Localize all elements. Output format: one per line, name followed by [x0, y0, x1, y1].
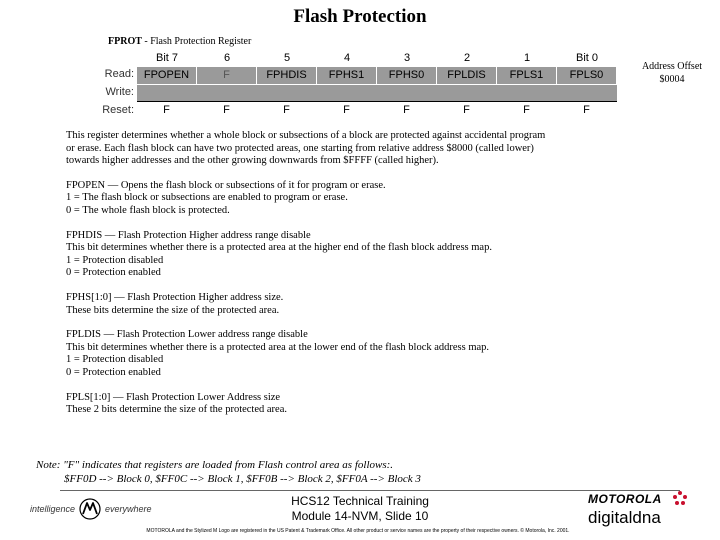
register-reset-cell: F: [197, 102, 257, 119]
register-read-row: [137, 67, 617, 84]
register-reset-row: [137, 102, 617, 119]
text-line: These 2 bits determine the size of the protected area.: [66, 404, 287, 416]
text-line: This register determines whether a whole block or subsections of a block are protected against accidental program: [66, 130, 546, 141]
register-read-cell: FPHDIS: [257, 67, 317, 84]
fphdis-paragraph: [66, 230, 626, 280]
text-line: FPOPEN — Opens the flash block or subsections of it for program or erase.: [66, 179, 386, 191]
register-read-cell: FPLDIS: [437, 67, 497, 84]
register-read-cell: FPLS0: [557, 67, 617, 84]
digitaldna-wordmark: [588, 508, 662, 528]
register-read-cell: FPHS0: [377, 67, 437, 84]
text-line: FPLDIS — Flash Protection Lower address range disable: [66, 329, 308, 341]
reset-row-label: Reset:: [102, 104, 134, 116]
dna-word: dna: [632, 508, 661, 527]
intelligence-everywhere-logo: [30, 498, 152, 520]
bit-header: 4: [343, 52, 351, 64]
course-title: HCS12 Technical Training: [291, 494, 429, 508]
register-read-cell: FPHS1: [317, 67, 377, 84]
text-line: 0 = Protection enabled: [66, 366, 161, 378]
bit-header: 3: [403, 52, 411, 64]
note-line: $FF0D --> Block 0, $FF0C --> Block 1, $FF0B --> Block 2, $FF0A --> Block 3: [64, 473, 421, 485]
bit-header: 2: [463, 52, 471, 64]
slide-info: [250, 494, 470, 524]
text-line: This bit determines whether there is a protected area at the lower end of the flash block address map.: [66, 341, 490, 353]
register-caption-text: - Flash Protection Register: [141, 36, 252, 47]
bit-header: 1: [523, 52, 531, 64]
register-reset-cell: F: [137, 102, 197, 119]
tagline-right: everywhere: [105, 504, 152, 514]
bit-header: Bit 7: [155, 52, 178, 64]
motorola-digitaldna-logo: [588, 492, 662, 528]
footer-divider: [60, 490, 680, 491]
address-offset: [630, 60, 714, 86]
register-reset-cell: F: [497, 102, 557, 119]
read-row-label: Read:: [104, 68, 134, 80]
fphs-paragraph: [66, 292, 626, 317]
text-line: FPLS[1:0] — Flash Protection Lower Address size: [66, 391, 281, 403]
register-write-row: [137, 85, 617, 101]
motorola-m-icon: [79, 498, 101, 520]
register-read-cell: FPLS1: [497, 67, 557, 84]
register-reset-cell: F: [317, 102, 377, 119]
register-name: FPROT: [108, 36, 142, 47]
fpls-paragraph: [66, 392, 626, 417]
register-reset-cell: F: [377, 102, 437, 119]
register-reset-cell: F: [437, 102, 497, 119]
text-line: FPHDIS — Flash Protection Higher address range disable: [66, 229, 311, 241]
register-read-cell: FPOPEN: [137, 67, 197, 84]
bit-header: 5: [283, 52, 291, 64]
digital-word: digital: [588, 508, 633, 527]
note: [36, 458, 421, 486]
register-reset-cell: F: [257, 102, 317, 119]
address-offset-label: Address Offset: [641, 61, 703, 72]
fpldis-paragraph: [66, 329, 626, 379]
bit-header: 6: [223, 52, 231, 64]
text-line: 1 = Protection disabled: [66, 254, 164, 266]
text-line: 1 = The flash block or subsections are enabled to program or erase.: [66, 192, 348, 204]
tagline-left: intelligence: [30, 504, 76, 514]
motorola-wordmark: MOTOROLA: [588, 492, 662, 506]
text-line: FPHS[1:0] — Flash Protection Higher address size.: [66, 291, 284, 303]
text-line: This bit determines whether there is a protected area at the higher end of the flash block address map.: [66, 242, 492, 254]
address-offset-value: $0004: [659, 74, 685, 85]
text-line: towards higher addresses and the other growing downwards from $FFFF (called higher).: [66, 155, 439, 167]
text-line: or erase. Each flash block can have two protected areas, one starting from relative address $8000 (called lower): [66, 142, 534, 154]
register-reset-cell: F: [557, 102, 617, 119]
text-line: These bits determine the size of the protected area.: [66, 304, 280, 316]
copyright-notice: MOTOROLA and the Stylized M Logo are registered in the US Patent & Trademark Office. All other product or service names are the property of their respective owners. © Motorola, Inc. 2001.: [146, 528, 570, 534]
text-line: 1 = Protection disabled: [66, 354, 164, 366]
fpopen-paragraph: [66, 180, 626, 218]
text-line: 0 = Protection enabled: [66, 267, 161, 279]
register-caption: [108, 36, 251, 47]
intro-paragraph: [66, 130, 626, 168]
write-row-label: Write:: [105, 86, 134, 98]
page-title: Flash Protection: [293, 6, 427, 27]
bit-header: Bit 0: [575, 52, 598, 64]
register-read-cell: F: [197, 67, 257, 84]
dna-star-icon: [672, 490, 688, 506]
text-line: 0 = The whole flash block is protected.: [66, 204, 230, 216]
slide-number: Module 14-NVM, Slide 10: [291, 509, 429, 523]
description-body: [66, 130, 626, 429]
note-line: Note: "F" indicates that registers are loaded from Flash control area as follows:.: [36, 459, 394, 471]
